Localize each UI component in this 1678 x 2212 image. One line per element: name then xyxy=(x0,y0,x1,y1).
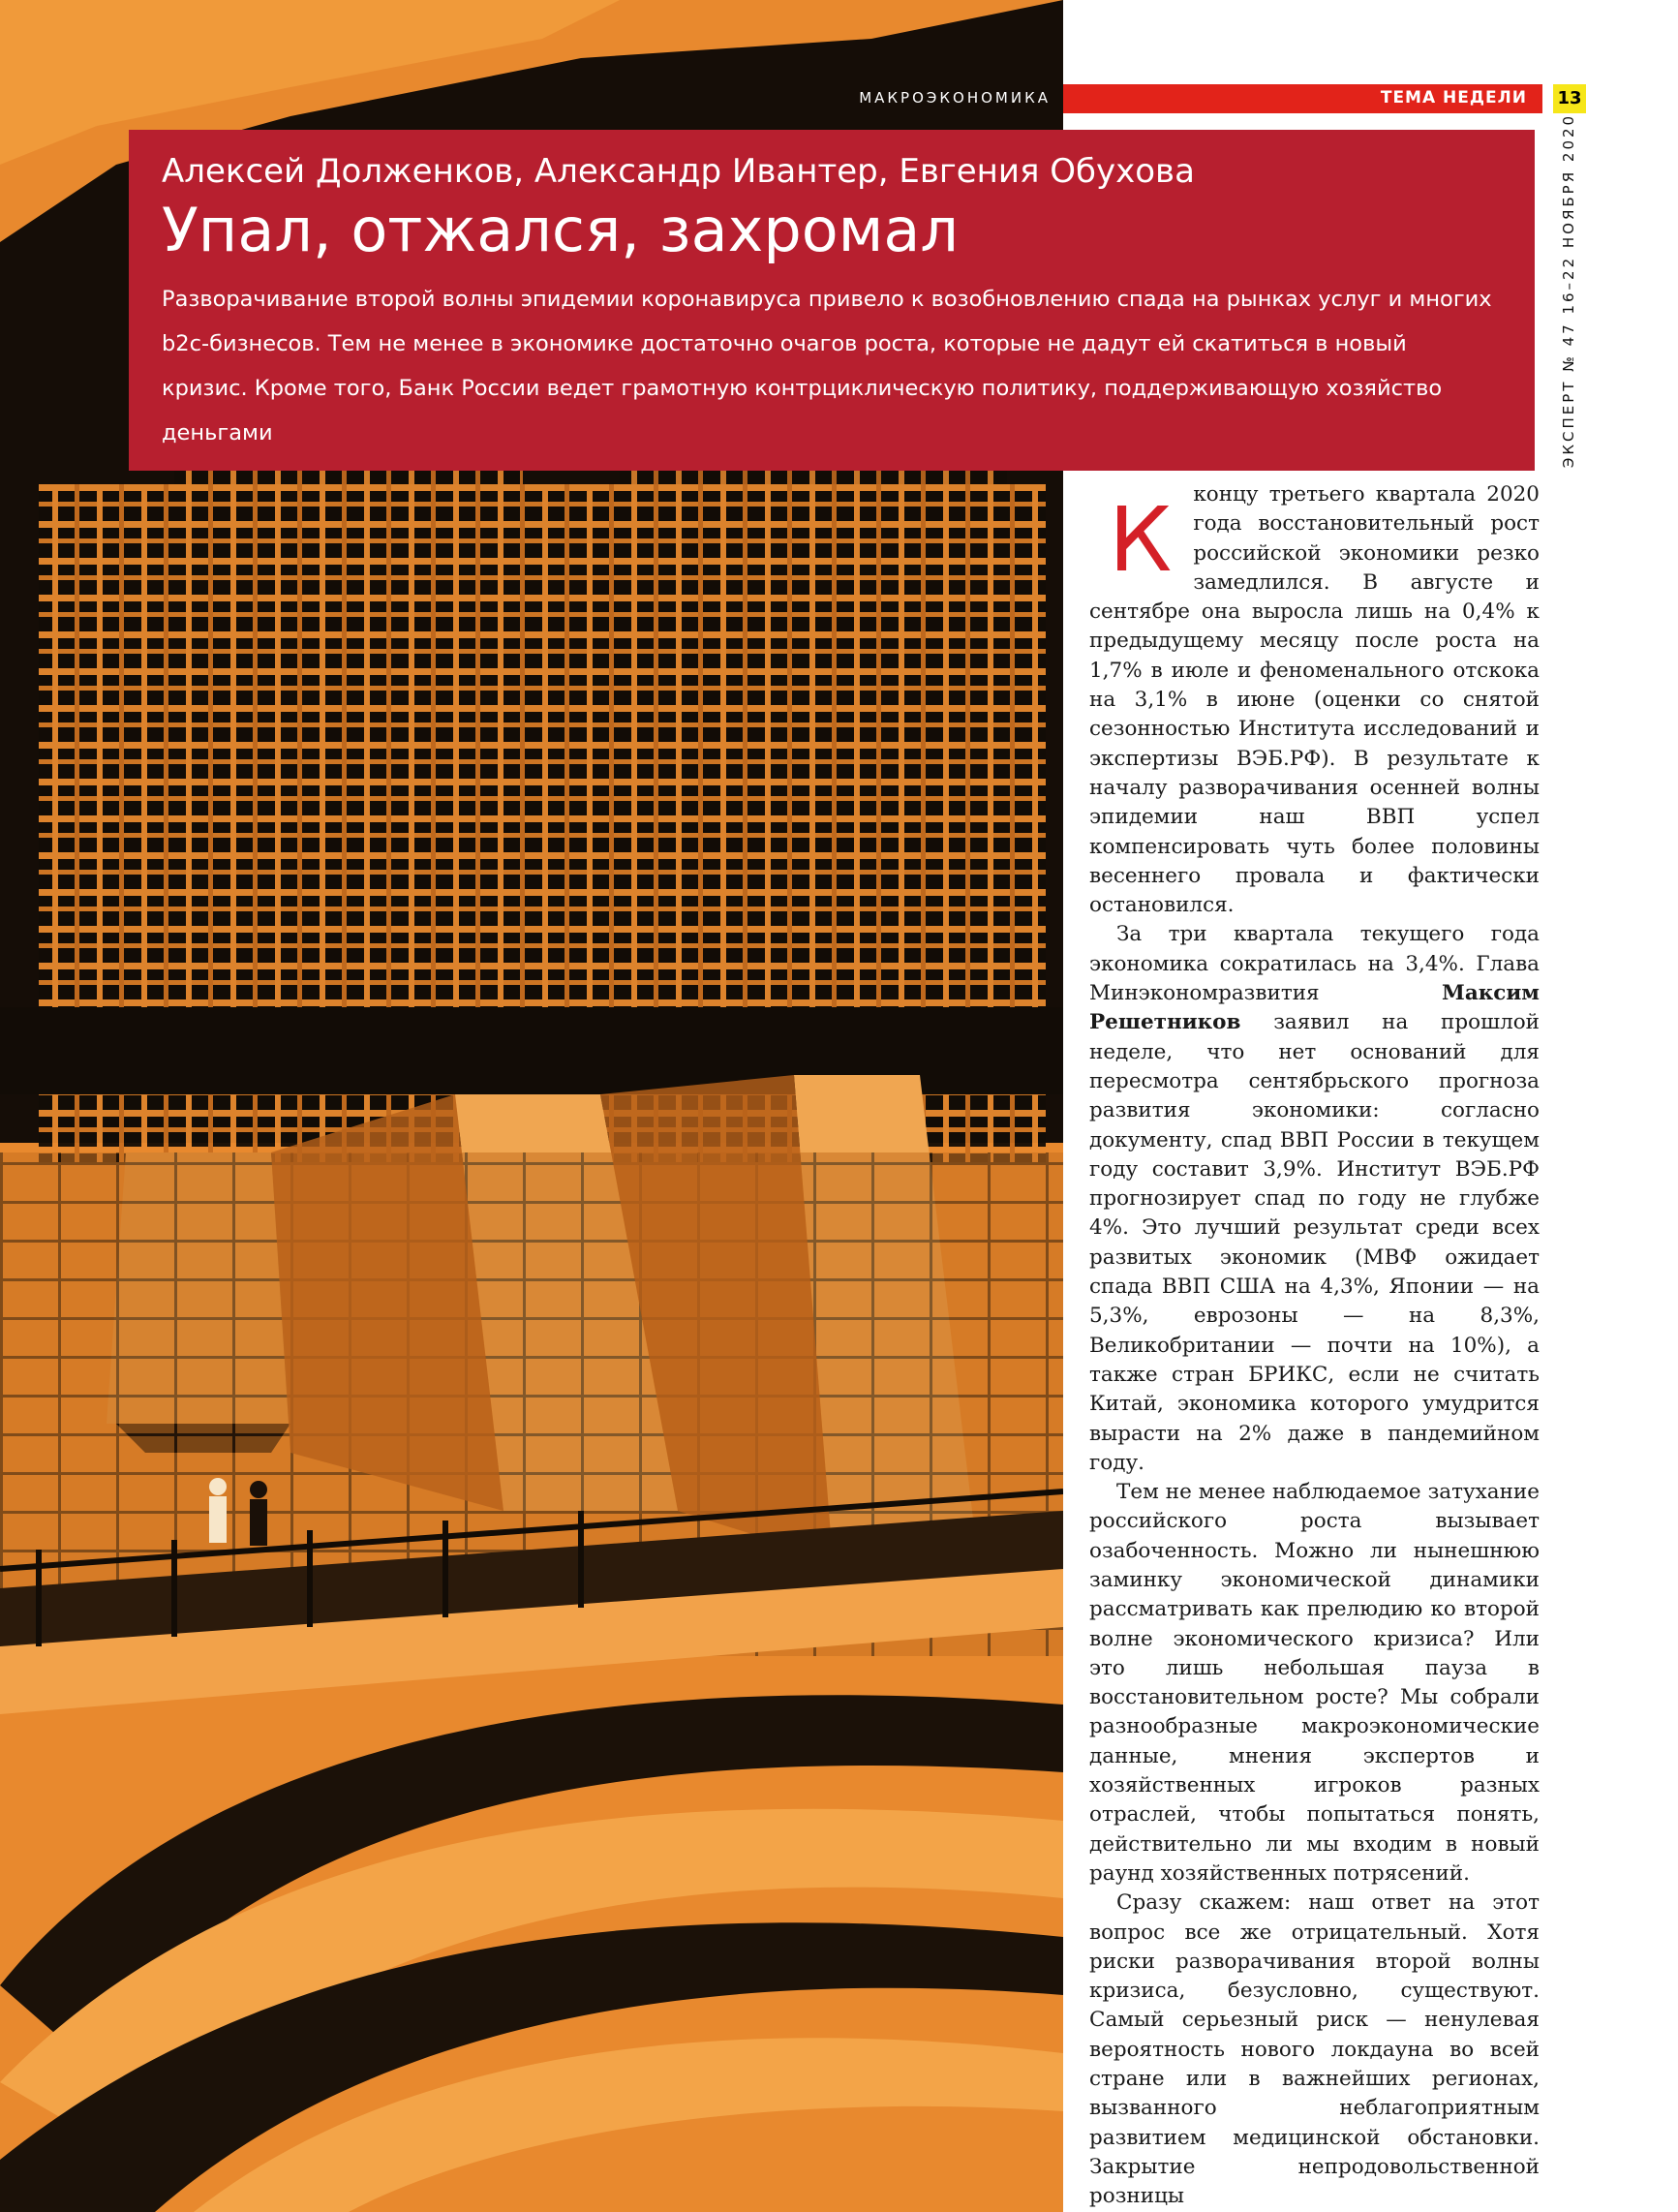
article-paragraph xyxy=(1089,480,1540,920)
drop-cap: К xyxy=(1109,488,1173,592)
article-paragraph xyxy=(1089,920,1540,1478)
paragraph-text: заявил на прошлой неделе, что нет оснований для пересмотра сентябрьского прогноза развития экономики: согласно документу, спад ВВП России в текущем году составит 3,9%. Институт ВЭБ.РФ прогнозирует спад по году не глубже 4%. Это лучший результат среди всех развитых экономик (МВФ ожидает спада ВВП США на 4,3%, Японии — на 5,3%, еврозоны — на 8,3%, Великобритании — почти на 10%), а также стран БРИКС, если не считать Китай, экономика которого умудрится вырасти на 2% даже в пандемийном году. xyxy=(1089,1010,1540,1475)
article-paragraph: Тем не менее наблюдаемое затухание российского роста вызывает озабоченность. Можно ли нынешнюю заминку экономической динамики рассматривать как прелюдию ко второй волне экономического кризиса? Или это лишь небольшая пауза в восстановительном росте? Мы собрали разнообразные макроэкономические данные, мнения экспертов и хозяйственных игроков разных отраслей, чтобы попытаться понять, действительно ли мы входим в новый раунд хозяйственных потрясений. xyxy=(1089,1480,1540,1886)
rubric-label: ТЕМА НЕДЕЛИ xyxy=(1380,88,1527,108)
paragraph-text: концу третьего квартала 2020 года восстановительный рост российской экономики резко замедлился. В августе и сентябре она выросла лишь на 0,4% к предыдущему месяцу после роста на 1,7% в июле и феноменального отскока на 3,1% в июне (оценки со снятой сезонностью Института исследований и экспертизы ВЭБ.РФ). В результате к началу разворачивания осенней волны эпидемии наш ВВП успел компенсировать чуть более половины весеннего провала и фактически остановился. xyxy=(1089,482,1540,918)
header-bar xyxy=(1063,84,1542,113)
authors-byline: Алексей Долженков, Александр Ивантер, Евгения Обухова xyxy=(162,152,1195,191)
person-name: Максим Решетников xyxy=(1089,981,1540,1035)
article-lead: Разворачивание второй волны эпидемии коронавируса привело к возобновлению спада на рынках услуг и многих b2c-бизнесов. Тем не менее в экономике достаточно очагов роста, которые не дадут ей скатиться в новый кризис. Кроме того, Банк России ведет грамотную контрциклическую политику, поддерживающую хозяйство деньгами xyxy=(162,287,1492,445)
article-paragraph: Сразу скажем: наш ответ на этот вопрос все же отрицательный. Хотя риски разворачивания второй волны кризиса, безусловно, существуют. Самый серьезный риск — ненулевая вероятность нового локдауна во всей стране или в важнейших регионах, вызванного неблагоприятным развитием медицинской обстановки. Закрытие непродовольственной розницы xyxy=(1089,1890,1540,2209)
issue-info: ЭКСПЕРТ № 47 16–22 НОЯБРЯ 2020 xyxy=(1560,112,1577,469)
page-number-badge: 13 xyxy=(1553,84,1586,113)
article-body xyxy=(1089,480,1540,2212)
article-headline: Упал, отжался, захромал xyxy=(162,195,960,265)
section-label: МАКРОЭКОНОМИКА xyxy=(859,89,1051,107)
title-box xyxy=(129,130,1535,471)
paragraph-text: За три квартала текущего года экономика сократилась на 3,4%. Глава Минэкономразвития xyxy=(1089,922,1540,1006)
